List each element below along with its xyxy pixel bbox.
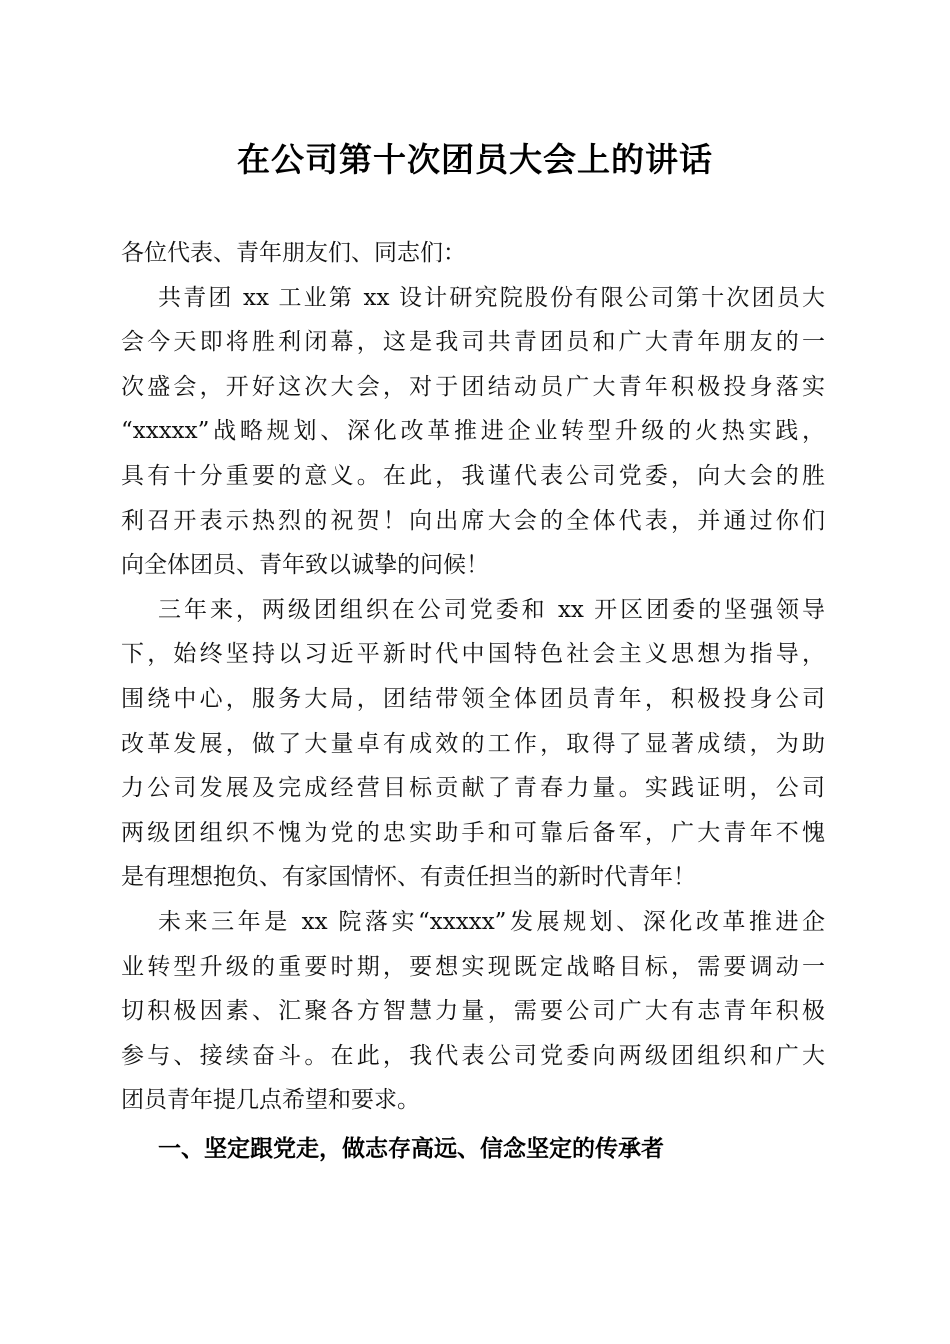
paragraph-line: 利召开表示热烈的祝贺！向出席大会的全体代表，并通过你们 [121,507,825,534]
paragraph-line: 是有理想抱负、有家国情怀、有责任担当的新时代青年！ [121,864,696,891]
paragraph [121,900,825,1123]
paragraph [121,588,825,900]
section-heading: 一、坚定跟党走，做志存高远、信念坚定的传承者 [158,1135,664,1162]
paragraph-line: 三年来，两级团组织在公司党委和 xx 开区团委的坚强领导 [158,596,825,623]
paragraph-line: 会今天即将胜利闭幕，这是我司共青团员和广大青年朋友的一 [121,329,825,356]
document-body [121,231,825,1175]
paragraph-line: 次盛会，开好这次大会，对于团结动员广大青年积极投身落实 [121,373,825,400]
paragraph-line: 业转型升级的重要时期，要想实现既定战略目标，需要调动一 [121,953,825,980]
paragraph-line: 向全体团员、青年致以诚挚的问候！ [121,552,489,579]
paragraph-line: 团员青年提几点希望和要求。 [121,1087,420,1114]
salutation: 各位代表、青年朋友们、同志们： [121,240,466,266]
document-title: 在公司第十次团员大会上的讲话 [237,140,713,179]
paragraph-line: 力公司发展及完成经营目标贡献了青春力量。实践证明，公司 [121,775,825,802]
paragraph-line: 两级团组织不愧为党的忠实助手和可靠后备军，广大青年不愧 [121,819,825,846]
paragraph-line: 具有十分重要的意义。在此，我谨代表公司党委，向大会的胜 [121,462,825,489]
paragraph-line: 未来三年是 xx 院落实“xxxxx”发展规划、深化改革推进企 [158,908,825,935]
paragraph-line: 下，始终坚持以习近平新时代中国特色社会主义思想为指导， [121,641,825,668]
paragraph-line: “xxxxx”战略规划、深化改革推进企业转型升级的火热实践， [121,418,825,445]
paragraph-line: 改革发展，做了大量卓有成效的工作，取得了显著成绩，为助 [121,730,825,757]
paragraph-line: 切积极因素、汇聚各方智慧力量，需要公司广大有志青年积极 [121,998,825,1025]
paragraph-line: 共青团 xx 工业第 xx 设计研究院股份有限公司第十次团员大 [158,284,825,311]
paragraph-line: 参与、接续奋斗。在此，我代表公司党委向两级团组织和广大 [121,1042,825,1069]
paragraph-line: 围绕中心，服务大局，团结带领全体团员青年，积极投身公司 [121,685,825,712]
paragraph [121,276,825,588]
